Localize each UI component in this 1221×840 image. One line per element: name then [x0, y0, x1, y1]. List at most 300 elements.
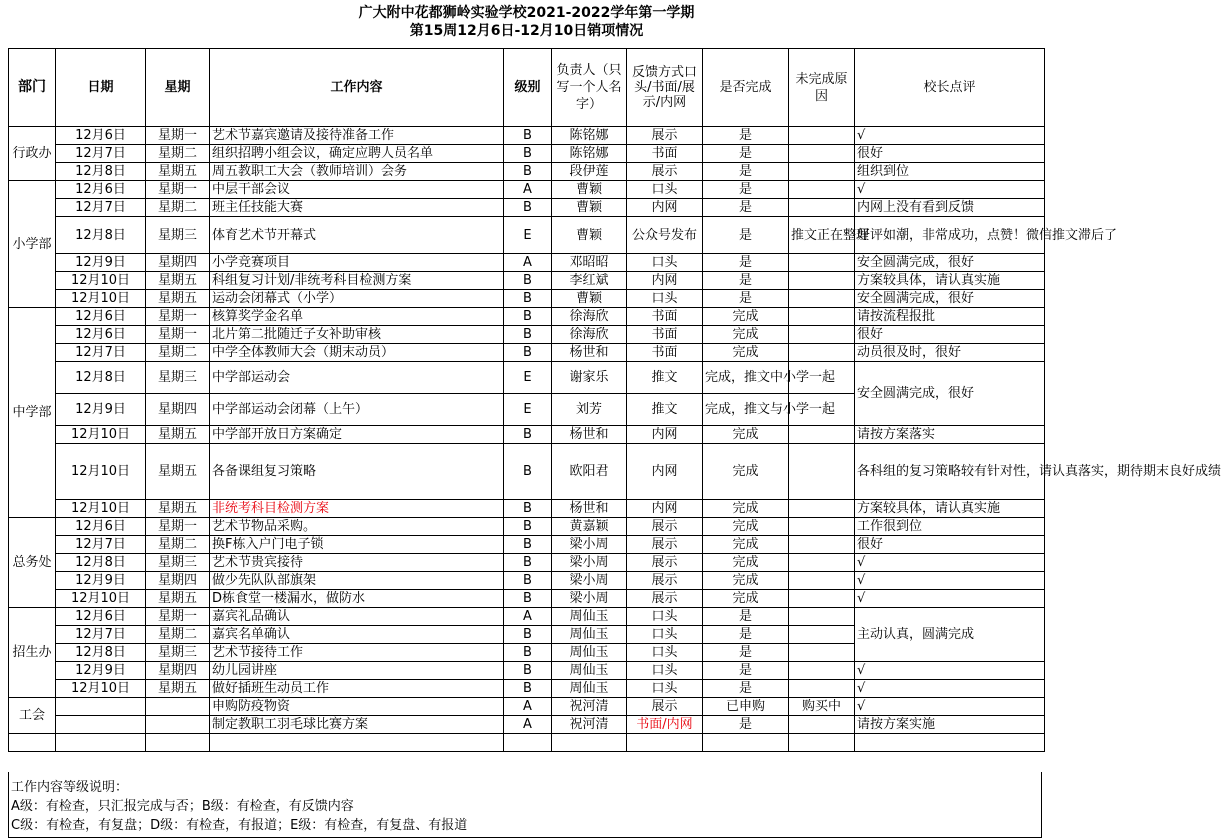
- cell-comment: 方案较具体，请认真实施: [855, 500, 1045, 518]
- cell-comment: √: [855, 572, 1045, 590]
- cell-level: B: [504, 554, 552, 572]
- cell-weekday: 星期三: [146, 362, 210, 394]
- cell-reason: [789, 272, 855, 290]
- cell-comment: 组织到位: [855, 163, 1045, 181]
- dept-union: 工会: [9, 698, 56, 734]
- cell-done: 是: [703, 127, 789, 145]
- cell-level: B: [504, 426, 552, 444]
- cell-content: 组织招聘小组会议，确定应聘人员名单: [210, 145, 504, 163]
- cell-weekday: 星期一: [146, 181, 210, 199]
- cell-comment: 很好: [855, 326, 1045, 344]
- cell-date: 12月7日: [56, 626, 146, 644]
- cell-weekday: 星期五: [146, 163, 210, 181]
- cell-feedback: 推文: [627, 394, 703, 426]
- cell-level: E: [504, 217, 552, 254]
- cell-content: 核算奖学金名单: [210, 308, 504, 326]
- cell-reason: 购买中: [789, 698, 855, 716]
- cell-content: 中学部开放日方案确定: [210, 426, 504, 444]
- cell-level: B: [504, 127, 552, 145]
- cell-weekday: 星期五: [146, 590, 210, 608]
- table-row: [9, 662, 1045, 680]
- cell-level: A: [504, 698, 552, 716]
- cell-content: 幼儿园讲座: [210, 662, 504, 680]
- cell-level: B: [504, 590, 552, 608]
- cell-comment: 请按方案实施: [855, 716, 1045, 734]
- cell-date: 12月7日: [56, 344, 146, 362]
- header-date: 日期: [56, 49, 146, 127]
- cell-content: 中学部运动会: [210, 362, 504, 394]
- cell-owner: 祝河清: [552, 716, 627, 734]
- cell-feedback: 口头: [627, 680, 703, 698]
- cell-date: 12月10日: [56, 680, 146, 698]
- header-row: [9, 49, 1045, 127]
- cell-feedback: 展示: [627, 536, 703, 554]
- cell-level: B: [504, 308, 552, 326]
- cell-reason: 推文正在整理: [789, 217, 855, 254]
- cell-content: 体育艺术节开幕式: [210, 217, 504, 254]
- document-subtitle: 第15周12月6日-12月10日销项情况: [409, 23, 644, 39]
- cell-weekday: 星期一: [146, 608, 210, 626]
- cell-done: 完成: [703, 500, 789, 518]
- cell-comment: 各科组的复习策略较有针对性，请认真落实，期待期末良好成绩: [855, 444, 1045, 500]
- cell-content: 周五教职工大会（教师培训）会务: [210, 163, 504, 181]
- cell-reason: [789, 608, 855, 626]
- table-row: [9, 572, 1045, 590]
- cell-level: B: [504, 272, 552, 290]
- table-row: [9, 199, 1045, 217]
- cell-weekday: 星期四: [146, 394, 210, 426]
- table-row: [9, 127, 1045, 145]
- cell-owner: 周仙玉: [552, 680, 627, 698]
- cell-content: 班主任技能大赛: [210, 199, 504, 217]
- cell-done: 完成: [703, 344, 789, 362]
- cell-feedback: 口头: [627, 626, 703, 644]
- cell-done: 是: [703, 626, 789, 644]
- cell-feedback: 展示: [627, 163, 703, 181]
- cell-feedback: 内网: [627, 199, 703, 217]
- cell-weekday: 星期二: [146, 536, 210, 554]
- document-title: 广大附中花都狮岭实验学校2021-2022学年第一学期: [358, 5, 695, 21]
- task-table: [8, 48, 1221, 752]
- cell-weekday: 星期五: [146, 272, 210, 290]
- cell-done: 是: [703, 680, 789, 698]
- cell-done: 是: [703, 272, 789, 290]
- cell-owner: 曹颖: [552, 290, 627, 308]
- cell-content: D栋食堂一楼漏水，做防水: [210, 590, 504, 608]
- cell-weekday: 星期一: [146, 518, 210, 536]
- cell-feedback: 口头: [627, 644, 703, 662]
- cell-feedback: 推文: [627, 362, 703, 394]
- cell-feedback: 书面: [627, 326, 703, 344]
- legend-line-2: C级：有检查，有复盘；D级：有检查，有报道；E级：有检查，有复盘、有报道: [11, 818, 468, 833]
- cell-date: 12月6日: [56, 308, 146, 326]
- header-weekday: 星期: [146, 49, 210, 127]
- cell-feedback: 展示: [627, 698, 703, 716]
- cell-feedback: 公众号发布: [627, 217, 703, 254]
- cell-level: B: [504, 500, 552, 518]
- cell-date: 12月6日: [56, 181, 146, 199]
- dept-admin: 行政办: [9, 127, 56, 181]
- cell-reason: [789, 127, 855, 145]
- cell-comment: 安全圆满完成，很好: [855, 254, 1045, 272]
- cell-reason: [789, 518, 855, 536]
- cell-done: 完成: [703, 308, 789, 326]
- cell-weekday: 星期五: [146, 680, 210, 698]
- cell-date: 12月7日: [56, 199, 146, 217]
- table-row: [9, 716, 1045, 734]
- cell-comment: 安全圆满完成，很好: [855, 362, 1045, 426]
- table-row: [9, 518, 1045, 536]
- cell-done: 是: [703, 290, 789, 308]
- cell-date: 12月6日: [56, 608, 146, 626]
- cell-owner: 段伊莲: [552, 163, 627, 181]
- cell-content: 非统考科目检测方案: [210, 500, 504, 518]
- cell-weekday: 星期二: [146, 199, 210, 217]
- cell-content: 中学部运动会闭幕（上午）: [210, 394, 504, 426]
- cell-reason: [789, 163, 855, 181]
- cell-reason: [789, 444, 855, 500]
- cell-level: E: [504, 394, 552, 426]
- cell-owner: 刘芳: [552, 394, 627, 426]
- cell-content: 艺术节贵宾接待: [210, 554, 504, 572]
- cell-feedback: 内网: [627, 426, 703, 444]
- cell-level: B: [504, 536, 552, 554]
- table-row: [9, 308, 1045, 326]
- cell-comment: 请按流程报批: [855, 308, 1045, 326]
- cell-weekday: 星期一: [146, 308, 210, 326]
- cell-weekday: 星期一: [146, 127, 210, 145]
- table-row-empty: [9, 734, 1045, 752]
- cell-owner: 谢家乐: [552, 362, 627, 394]
- cell-owner: 曹颖: [552, 181, 627, 199]
- cell-date: 12月9日: [56, 572, 146, 590]
- cell-comment: 动员很及时，很好: [855, 344, 1045, 362]
- cell-owner: 邓昭昭: [552, 254, 627, 272]
- cell-owner: 徐海欣: [552, 308, 627, 326]
- cell-content: 做少先队队部旗架: [210, 572, 504, 590]
- cell-level: B: [504, 344, 552, 362]
- cell-done: 已申购: [703, 698, 789, 716]
- cell-owner: 杨世和: [552, 500, 627, 518]
- cell-date: 12月8日: [56, 362, 146, 394]
- table-row: [9, 590, 1045, 608]
- table-row: [9, 254, 1045, 272]
- cell-date: 12月9日: [56, 394, 146, 426]
- cell-reason: [789, 344, 855, 362]
- cell-level: A: [504, 181, 552, 199]
- cell-level: B: [504, 444, 552, 500]
- cell-date: 12月9日: [56, 254, 146, 272]
- cell-comment: 安全圆满完成，很好: [855, 290, 1045, 308]
- cell-level: E: [504, 362, 552, 394]
- cell-feedback: 书面/内网: [627, 716, 703, 734]
- cell-done: 是: [703, 181, 789, 199]
- header-level: 级别: [504, 49, 552, 127]
- table-row: [9, 362, 1045, 394]
- cell-reason: [789, 626, 855, 644]
- cell-reason: [789, 590, 855, 608]
- cell-level: B: [504, 145, 552, 163]
- cell-reason: [789, 326, 855, 344]
- cell-owner: 徐海欣: [552, 326, 627, 344]
- cell-feedback: 内网: [627, 500, 703, 518]
- cell-owner: 梁小周: [552, 572, 627, 590]
- cell-done: 完成: [703, 518, 789, 536]
- cell-owner: 周仙玉: [552, 626, 627, 644]
- cell-date: 12月6日: [56, 326, 146, 344]
- cell-date: 12月10日: [56, 590, 146, 608]
- cell-date: 12月7日: [56, 145, 146, 163]
- cell-content: 嘉宾名单确认: [210, 626, 504, 644]
- cell-done: 完成: [703, 590, 789, 608]
- cell-feedback: 口头: [627, 181, 703, 199]
- cell-feedback: 书面: [627, 308, 703, 326]
- cell-reason: [789, 716, 855, 734]
- cell-comment: 工作很到位: [855, 518, 1045, 536]
- cell-done: 是: [703, 254, 789, 272]
- cell-level: B: [504, 290, 552, 308]
- header-owner: 负责人（只写一个人名字）: [552, 49, 627, 127]
- legend-line-1: A级：有检查，只汇报完成与否；B级：有检查，有反馈内容: [11, 799, 354, 814]
- cell-owner: 梁小周: [552, 536, 627, 554]
- cell-level: B: [504, 626, 552, 644]
- cell-comment: 很好: [855, 145, 1045, 163]
- cell-date: 12月10日: [56, 444, 146, 500]
- cell-reason: [789, 199, 855, 217]
- header-dept: 部门: [9, 49, 56, 127]
- cell-date: 12月8日: [56, 163, 146, 181]
- cell-reason: [789, 536, 855, 554]
- cell-done: 完成: [703, 554, 789, 572]
- cell-date: 12月6日: [56, 127, 146, 145]
- cell-reason: [789, 662, 855, 680]
- cell-reason: [789, 308, 855, 326]
- header-reason: 未完成原因: [789, 49, 855, 127]
- cell-owner: 陈铭娜: [552, 127, 627, 145]
- table-row: [9, 426, 1045, 444]
- cell-owner: 陈铭娜: [552, 145, 627, 163]
- cell-comment: 好评如潮，非常成功，点赞！微信推文滞后了: [855, 217, 1045, 254]
- cell-done: 是: [703, 608, 789, 626]
- cell-owner: 李红斌: [552, 272, 627, 290]
- cell-level: B: [504, 326, 552, 344]
- cell-comment: 主动认真，圆满完成: [855, 608, 1045, 662]
- cell-level: A: [504, 716, 552, 734]
- cell-weekday: 星期五: [146, 500, 210, 518]
- cell-date: 12月10日: [56, 426, 146, 444]
- cell-weekday: 星期四: [146, 572, 210, 590]
- cell-feedback: 口头: [627, 662, 703, 680]
- cell-weekday: [146, 698, 210, 716]
- cell-comment: √: [855, 698, 1045, 716]
- cell-weekday: 星期四: [146, 254, 210, 272]
- cell-date: 12月7日: [56, 536, 146, 554]
- level-legend: [8, 772, 1042, 838]
- cell-content: 艺术节嘉宾邀请及接待准备工作: [210, 127, 504, 145]
- cell-done: 完成: [703, 444, 789, 500]
- cell-level: B: [504, 662, 552, 680]
- cell-done: 完成: [703, 572, 789, 590]
- cell-weekday: 星期五: [146, 444, 210, 500]
- cell-reason: [789, 500, 855, 518]
- header-comment: 校长点评: [855, 49, 1045, 127]
- cell-done: 是: [703, 662, 789, 680]
- cell-content: 申购防疫物资: [210, 698, 504, 716]
- cell-date: 12月6日: [56, 518, 146, 536]
- table-row: [9, 680, 1045, 698]
- cell-owner: 曹颖: [552, 199, 627, 217]
- cell-feedback: 展示: [627, 572, 703, 590]
- table-row: [9, 554, 1045, 572]
- cell-owner: 杨世和: [552, 344, 627, 362]
- legend-heading: 工作内容等级说明：: [11, 780, 129, 795]
- header-content: 工作内容: [210, 49, 504, 127]
- cell-content: 换F栋入户门电子锁: [210, 536, 504, 554]
- cell-date: [56, 698, 146, 716]
- table-row: [9, 444, 1045, 500]
- cell-content: 各备课组复习策略: [210, 444, 504, 500]
- cell-comment: 很好: [855, 536, 1045, 554]
- cell-content: 运动会闭幕式（小学）: [210, 290, 504, 308]
- cell-level: B: [504, 518, 552, 536]
- cell-level: B: [504, 644, 552, 662]
- cell-content: 制定教职工羽毛球比赛方案: [210, 716, 504, 734]
- cell-date: 12月10日: [56, 290, 146, 308]
- cell-comment: √: [855, 127, 1045, 145]
- cell-owner: 曹颖: [552, 217, 627, 254]
- cell-reason: [789, 254, 855, 272]
- cell-comment: 请按方案落实: [855, 426, 1045, 444]
- cell-comment: √: [855, 590, 1045, 608]
- cell-content: 北片第二批随迁子女补助审核: [210, 326, 504, 344]
- cell-comment: 内网上没有看到反馈: [855, 199, 1045, 217]
- cell-weekday: 星期二: [146, 145, 210, 163]
- cell-feedback: 展示: [627, 590, 703, 608]
- cell-level: B: [504, 572, 552, 590]
- cell-reason: [789, 181, 855, 199]
- cell-owner: 祝河清: [552, 698, 627, 716]
- cell-level: A: [504, 254, 552, 272]
- cell-reason: [789, 290, 855, 308]
- table-row: [9, 698, 1045, 716]
- cell-weekday: 星期四: [146, 662, 210, 680]
- header-feedback: 反馈方式口头/书面/展示/内网: [627, 49, 703, 127]
- cell-reason: [789, 426, 855, 444]
- table-row: [9, 326, 1045, 344]
- cell-done: 完成: [703, 426, 789, 444]
- table-row: [9, 163, 1045, 181]
- cell-done: 完成，推文中小学一起: [703, 362, 789, 394]
- cell-weekday: 星期二: [146, 626, 210, 644]
- header-done: 是否完成: [703, 49, 789, 127]
- cell-owner: 欧阳君: [552, 444, 627, 500]
- cell-done: 完成，推文与小学一起: [703, 394, 789, 426]
- cell-date: 12月8日: [56, 644, 146, 662]
- cell-content: 中学全体教师大会（期末动员）: [210, 344, 504, 362]
- cell-reason: [789, 644, 855, 662]
- cell-date: 12月10日: [56, 500, 146, 518]
- cell-feedback: 书面: [627, 344, 703, 362]
- cell-reason: [789, 572, 855, 590]
- cell-weekday: 星期一: [146, 326, 210, 344]
- table-row: [9, 536, 1045, 554]
- cell-owner: 周仙玉: [552, 644, 627, 662]
- cell-feedback: 口头: [627, 254, 703, 272]
- dept-general: 总务处: [9, 518, 56, 608]
- cell-done: 是: [703, 644, 789, 662]
- cell-owner: 周仙玉: [552, 662, 627, 680]
- cell-done: 完成: [703, 326, 789, 344]
- dept-primary: 小学部: [9, 181, 56, 308]
- cell-date: [56, 716, 146, 734]
- cell-done: 完成: [703, 536, 789, 554]
- table-row: [9, 500, 1045, 518]
- cell-content: 中层干部会议: [210, 181, 504, 199]
- cell-comment: √: [855, 181, 1045, 199]
- dept-middle: 中学部: [9, 308, 56, 518]
- cell-owner: 杨世和: [552, 426, 627, 444]
- table-row: [9, 290, 1045, 308]
- cell-weekday: 星期三: [146, 644, 210, 662]
- cell-weekday: 星期二: [146, 344, 210, 362]
- cell-weekday: 星期五: [146, 426, 210, 444]
- table-row: [9, 272, 1045, 290]
- cell-feedback: 口头: [627, 608, 703, 626]
- cell-owner: 周仙玉: [552, 608, 627, 626]
- table-row: [9, 217, 1045, 254]
- cell-comment: √: [855, 554, 1045, 572]
- cell-level: B: [504, 163, 552, 181]
- dept-enroll: 招生办: [9, 608, 56, 698]
- cell-level: B: [504, 199, 552, 217]
- cell-date: 12月8日: [56, 217, 146, 254]
- cell-weekday: 星期三: [146, 554, 210, 572]
- cell-comment: 方案较具体，请认真实施: [855, 272, 1045, 290]
- cell-weekday: 星期三: [146, 217, 210, 254]
- cell-reason: [789, 554, 855, 572]
- cell-comment: √: [855, 662, 1045, 680]
- cell-reason: [789, 145, 855, 163]
- table-row: [9, 145, 1045, 163]
- cell-owner: 梁小周: [552, 590, 627, 608]
- cell-done: 是: [703, 217, 789, 254]
- cell-content: 艺术节接待工作: [210, 644, 504, 662]
- cell-date: 12月10日: [56, 272, 146, 290]
- cell-content: 艺术节物品采购。: [210, 518, 504, 536]
- cell-weekday: [146, 716, 210, 734]
- table-row: [9, 608, 1045, 626]
- cell-level: B: [504, 680, 552, 698]
- cell-done: 是: [703, 163, 789, 181]
- cell-feedback: 展示: [627, 554, 703, 572]
- cell-feedback: 书面: [627, 145, 703, 163]
- cell-content: 科组复习计划/非统考科目检测方案: [210, 272, 504, 290]
- cell-feedback: 展示: [627, 518, 703, 536]
- table-row: [9, 181, 1045, 199]
- cell-done: 是: [703, 199, 789, 217]
- cell-feedback: 口头: [627, 290, 703, 308]
- cell-comment: √: [855, 680, 1045, 698]
- cell-done: 是: [703, 716, 789, 734]
- cell-feedback: 展示: [627, 127, 703, 145]
- cell-content: 做好插班生动员工作: [210, 680, 504, 698]
- cell-feedback: 内网: [627, 444, 703, 500]
- cell-owner: 梁小周: [552, 554, 627, 572]
- cell-level: A: [504, 608, 552, 626]
- cell-weekday: 星期五: [146, 290, 210, 308]
- cell-owner: 黄嘉颖: [552, 518, 627, 536]
- cell-date: 12月8日: [56, 554, 146, 572]
